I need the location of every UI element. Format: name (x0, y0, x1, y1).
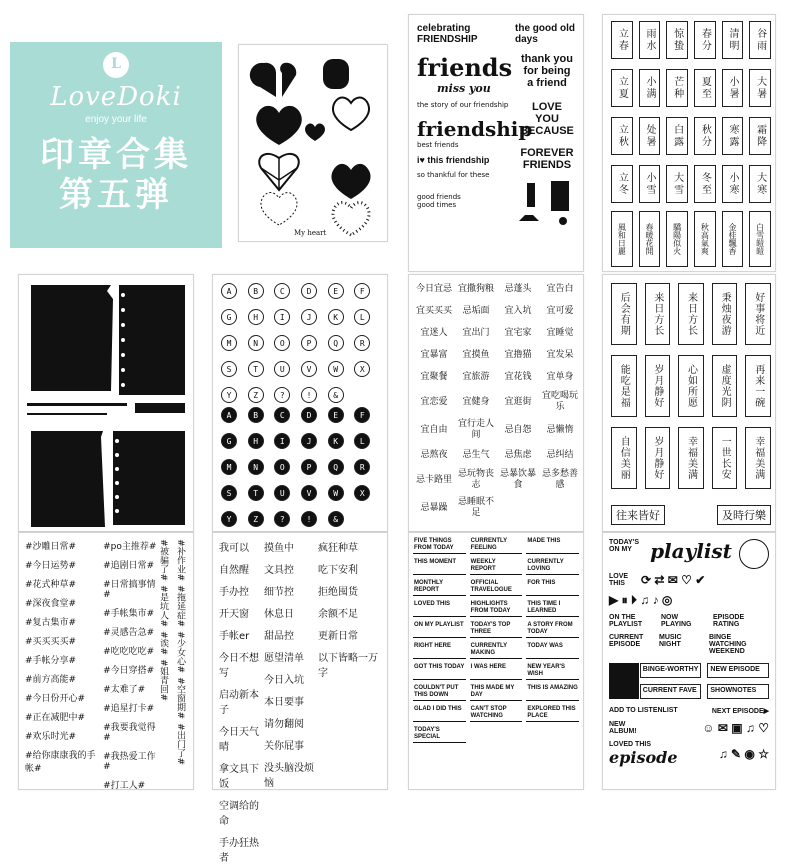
brand-logo-icon (103, 52, 129, 78)
hashtag-vertical-stamp: #少女心# (175, 631, 185, 674)
daily-label-stamp: EXPLORED THIS PLACE (526, 705, 579, 722)
brand-tagline: enjoy your life (85, 114, 147, 125)
hashtag-stamp: #正在减肥中# (25, 713, 86, 723)
solar-term-stamp: 芒种 (666, 69, 688, 107)
yiji-stamp: 忌蓬头 (504, 283, 532, 294)
daily-label-stamp: CAN'T STOP WATCHING (470, 705, 523, 722)
daily-label-stamp: MADE THIS (526, 537, 579, 554)
letter-outline-stamp: K (328, 309, 344, 325)
daily-label-stamp: I WAS HERE (470, 663, 523, 680)
yiji-stamp: 宜出门 (462, 327, 490, 338)
yiji-stamp: 宜睡觉 (546, 327, 574, 338)
yiji-stamp: 宜聚餐 (420, 371, 448, 382)
poem-stamp: 岁月静好 (645, 427, 671, 489)
poem-stamp: 再来一碗 (745, 355, 771, 417)
letter-filled-stamp: U (274, 485, 290, 501)
letter-outline-stamp: H (248, 309, 264, 325)
weather-idiom-stamp: 秋高氣爽 (694, 211, 716, 267)
daily-label-stamp: CURRENTLY MAKING (470, 642, 523, 659)
solar-term-stamp: 秋分 (694, 117, 716, 155)
episode-rating: EPISODE RATING (713, 614, 745, 628)
weather-idiom-stamp: 春暖花開 (639, 211, 661, 267)
journal-phrase-stamp: 摸鱼中 (264, 543, 294, 554)
daily-label-stamp: THIS TIME I LEARNED (526, 600, 579, 617)
hashtag-stamp: #今日穿搭# (103, 666, 155, 676)
letter-outline-stamp: F (354, 283, 370, 299)
brand-name: LoveDoki (50, 82, 182, 112)
letter-filled-stamp: R (354, 459, 370, 475)
daily-label-stamp: A STORY FROM TODAY (526, 621, 579, 638)
torn-paper-stamp-sheet (18, 274, 194, 532)
letter-filled-stamp: E (328, 407, 344, 423)
journal-phrase-stamp: 启动新本子 (219, 690, 259, 716)
letter-outline-stamp: B (248, 283, 264, 299)
letter-outline-stamp: M (221, 335, 237, 351)
current-fave-tag: CURRENT FAVE (640, 684, 702, 699)
hashtag-stamp-sheet (18, 532, 194, 790)
letter-filled-stamp: O (274, 459, 290, 475)
daily-label-stamp: HIGHLIGHTS FROM TODAY (470, 600, 523, 617)
hashtag-stamp: #吃吃吃吃# (103, 647, 155, 657)
letter-outline-stamp: I (274, 309, 290, 325)
good-friends-stamp: good friends good times (417, 193, 461, 209)
daily-label-stamp: MONTHLY REPORT (413, 579, 466, 596)
hashtag-stamp: #沙雕日常# (25, 542, 77, 552)
daily-label-stamp: THIS MADE MY DAY (470, 684, 523, 701)
svg-text:My heart: My heart (294, 229, 327, 237)
letter-outline-stamp: E (328, 283, 344, 299)
daily-label-stamp: FOR THIS (526, 579, 579, 596)
letter-filled-stamp: Q (328, 459, 344, 475)
best-friends-stamp: best friends (417, 141, 459, 149)
clothes-stamps-icon (519, 177, 575, 227)
solar-term-stamp: 小暑 (722, 69, 744, 107)
yiji-stamp: 宜撸猫 (504, 349, 532, 360)
yiji-stamp: 宜迷人 (420, 327, 448, 338)
current-episode: CURRENT EPISODE (609, 634, 644, 648)
yiji-stamp: 忌玩物丧志 (457, 469, 494, 490)
yiji-stamp: 宜吃喝玩乐 (541, 391, 578, 412)
letter-filled-stamp: M (221, 459, 237, 475)
shownotes-tag: SHOWNOTES (707, 684, 769, 699)
yiji-stamp: 忌睡眠不足 (457, 497, 494, 518)
journal-phrase-stamp: 余额不足 (318, 609, 358, 620)
next-episode: NEXT EPISODE▶ (711, 708, 769, 715)
daily-label-stamp: NEW YEAR'S WISH (526, 663, 579, 680)
weather-idiom-stamp: 白雪皚皚 (749, 211, 771, 267)
letter-outline-stamp: C (274, 283, 290, 299)
letter-filled-stamp: ! (301, 511, 317, 527)
weather-idiom-stamp: 風和日麗 (611, 211, 633, 267)
letter-filled-stamp: P (301, 459, 317, 475)
yiji-stamp: 宜告白 (546, 283, 574, 294)
hashtag-stamp: #给你康康我的手帐# (25, 751, 96, 774)
playlist-title: playlist (650, 539, 732, 563)
poem-stamp: 心如所愿 (678, 355, 704, 417)
yiji-stamp: 宜逛街 (504, 396, 532, 407)
letter-filled-stamp: X (354, 485, 370, 501)
letter-filled-stamp: C (274, 407, 290, 423)
journal-phrase-stamp: 请勿翻阅 (264, 719, 304, 730)
journal-phrase-stamp: 今日入坑 (264, 675, 304, 686)
yiji-stamp: 忌生气 (462, 449, 490, 460)
poem-stamp: 来日方长 (645, 283, 671, 345)
hashtag-vertical-stamp: #出门了# (175, 723, 185, 766)
yiji-stamp: 忌多愁善感 (541, 469, 578, 490)
add-to-listenlist: ADD TO LISTENLIST (609, 707, 678, 714)
daily-label-stamp: FIVE THINGS FROM TODAY (413, 537, 466, 554)
daily-label-stamp: TODAY'S SPECIAL (413, 726, 466, 743)
hashtag-stamp: #打工人# (103, 781, 146, 791)
letter-filled-stamp: B (248, 407, 264, 423)
daily-label-stamp: THIS MOMENT (413, 558, 466, 575)
journal-phrase-stamp: 休息日 (264, 609, 294, 620)
letter-outline-stamp: N (248, 335, 264, 351)
yiji-stamp: 忌垢面 (462, 305, 490, 316)
poem-phrases-stamp-sheet (602, 274, 776, 532)
hashtag-stamp: #深夜食堂# (25, 599, 77, 609)
hashtag-stamp: #追星打卡# (103, 704, 155, 714)
poem-stamp: 岁月静好 (645, 355, 671, 417)
weather-idiom-stamp: 驕陽似火 (666, 211, 688, 267)
letter-outline-stamp: Y (221, 387, 237, 403)
letter-outline-stamp: ? (274, 387, 290, 403)
letter-outline-stamp: J (301, 309, 317, 325)
hashtag-vertical-stamp: #补作业# (175, 539, 185, 582)
hashtag-vertical-stamp: #拖延症# (175, 585, 185, 628)
celebrating-friendship-stamp: celebrating FRIENDSHIP (417, 23, 478, 45)
yiji-stamp: 忌懒惰 (546, 424, 574, 435)
poem-stamp: 后会有期 (611, 283, 637, 345)
solar-term-stamp: 小雪 (639, 165, 661, 203)
poem-stamp: 来日方长 (678, 283, 704, 345)
yiji-stamp: 忌纠结 (546, 449, 574, 460)
friendship-script-stamp: friendship (417, 117, 533, 141)
letter-outline-stamp: W (328, 361, 344, 377)
good-old-days-stamp: the good old days (515, 23, 575, 45)
journal-phrase-stamp: 手办控 (219, 587, 249, 598)
letter-filled-stamp: K (328, 433, 344, 449)
forever-friends-stamp: FOREVER FRIENDS (520, 147, 574, 171)
solar-term-stamp: 立夏 (611, 69, 633, 107)
yiji-stamp: 宜行走人间 (457, 419, 494, 440)
letter-outline-stamp: O (274, 335, 290, 351)
daily-label-stamp: TODAY'S TOP THREE (470, 621, 523, 638)
new-episode-tag: NEW EPISODE (707, 663, 769, 678)
solar-term-stamp: 立秋 (611, 117, 633, 155)
daily-label-stamp: GLAD I DID THIS (413, 705, 466, 722)
hashtag-stamp: #我热爱工作# (103, 752, 156, 772)
hashtag-stamp: #复古集市# (25, 618, 77, 628)
yiji-stamp: 宜单身 (546, 371, 574, 382)
letter-outline-stamp: T (248, 361, 264, 377)
poem-stamp: 秉烛夜游 (712, 283, 738, 345)
letter-filled-stamp: S (221, 485, 237, 501)
solar-term-stamp: 大暑 (749, 69, 771, 107)
now-playing: NOW PLAYING (661, 614, 692, 628)
journal-phrase-stamp: 开天窗 (219, 609, 249, 620)
journal-phrase-stamp: 我可以 (219, 543, 249, 554)
journal-phrase-stamp: 更新日常 (318, 631, 358, 642)
letter-filled-stamp: W (328, 485, 344, 501)
journal-phrase-stamp: 手办狂热者 (219, 838, 259, 864)
daily-label-stamp: OFFICIAL TRAVELOGUE (470, 579, 523, 596)
poem-stamp: 好事将近 (745, 283, 771, 345)
yiji-stamp: 忌熬夜 (420, 449, 448, 460)
alphabet-circle-stamp-sheet (212, 274, 388, 532)
letter-outline-stamp: P (301, 335, 317, 351)
letter-filled-stamp: ? (274, 511, 290, 527)
solar-term-stamp: 小寒 (722, 165, 744, 203)
poem-stamp: 一世长安 (712, 427, 738, 489)
music-star-icons: ♫ ✎ ◉ ☆ (718, 747, 769, 761)
hashtag-vertical-stamp: #诶# (158, 631, 168, 656)
weather-idiom-stamp: 金桂飄香 (722, 211, 744, 267)
hashtag-stamp: #太难了# (103, 685, 146, 695)
poem-stamp: 能吃是福 (611, 355, 637, 417)
replay-icon: ⟳ ⇄ ✉ ♡ ✔ (641, 573, 706, 587)
letter-filled-stamp: & (328, 511, 344, 527)
journal-phrase-stamp: 疯狂种草 (318, 543, 358, 554)
journal-phrase-stamp: 今日天气晴 (219, 727, 259, 753)
love-you-because-stamp: LOVE YOU BECAUSE (520, 101, 574, 137)
thank-you-stamp: thank you for being a friend (521, 53, 573, 89)
daily-label-stamp: RIGHT HERE (413, 642, 466, 659)
on-the-playlist: ON THE PLAYLIST (609, 614, 643, 628)
yiji-stamp: 宜健身 (462, 396, 490, 407)
letter-outline-stamp: A (221, 283, 237, 299)
solar-term-stamp: 冬至 (694, 165, 716, 203)
yiji-stamp: 宜自由 (420, 424, 448, 435)
hashtag-stamp: #花式种草# (25, 580, 77, 590)
hashtag-vertical-stamp: #被骗了# (158, 539, 168, 582)
letter-outline-stamp: D (301, 283, 317, 299)
brand-logo-card (10, 42, 222, 248)
letter-filled-stamp: G (221, 433, 237, 449)
solar-term-stamp: 白露 (666, 117, 688, 155)
record-icon (739, 539, 769, 569)
yiji-stamp: 忌暴躁 (420, 502, 448, 513)
solar-term-stamp: 大雪 (666, 165, 688, 203)
playlist-stamp-sheet (602, 532, 776, 790)
letter-filled-stamp: A (221, 407, 237, 423)
todays-playlist-label: TODAY'S ON MY (609, 539, 640, 553)
episode-script: episode (609, 748, 678, 767)
binge-watching: BINGE WATCHING WEEKEND (709, 634, 747, 655)
miss-you-stamp: miss you (437, 82, 491, 95)
binge-worthy-tag: BINGE-WORTHY (640, 663, 702, 678)
letter-outline-stamp: & (328, 387, 344, 403)
poem-footer-1: 往来皆好 (611, 505, 665, 525)
love-this-label: LOVE THIS (609, 573, 629, 587)
letter-outline-stamp: V (301, 361, 317, 377)
hashtag-stamp: #欢乐时光# (25, 732, 77, 742)
yiji-stamp: 宜买买买 (415, 305, 452, 316)
daily-label-stamp: CURRENTLY FEELING (470, 537, 523, 554)
hashtag-vertical-stamp: #姐青回# (158, 659, 168, 702)
solar-term-stamp: 寒露 (722, 117, 744, 155)
letter-outline-stamp: R (354, 335, 370, 351)
journal-phrase-stamp: 手帐er (219, 631, 250, 642)
yiji-stamp: 忌自怨 (504, 424, 532, 435)
journal-phrases-stamp-sheet (212, 532, 388, 864)
journal-phrase-stamp: 拒绝囤货 (318, 587, 358, 598)
letter-outline-stamp: S (221, 361, 237, 377)
solar-term-stamp: 雨水 (639, 21, 661, 59)
letter-filled-stamp: T (248, 485, 264, 501)
yiji-stamp: 宜入坑 (504, 305, 532, 316)
journal-phrase-stamp: 本日要事 (264, 697, 304, 708)
friendship-stamp-sheet (408, 14, 584, 272)
letter-filled-stamp: V (301, 485, 317, 501)
daily-label-stamp: WEEKLY REPORT (470, 558, 523, 575)
journal-phrase-stamp: 细节控 (264, 587, 294, 598)
journal-phrase-stamp: 空调给的命 (219, 801, 259, 827)
loved-this-label: LOVED THIS (609, 741, 652, 748)
music-night: MUSIC NIGHT (659, 634, 682, 648)
hashtag-stamp: #今日份开心# (25, 694, 86, 704)
daily-labels-stamp-sheet (408, 532, 584, 790)
poem-stamp: 幸福美满 (678, 427, 704, 489)
solar-term-stamp: 春分 (694, 21, 716, 59)
daily-label-stamp: GOT THIS TODAY (413, 663, 466, 680)
yiji-stamp: 宜摸鱼 (462, 349, 490, 360)
so-thankful-stamp: so thankful for these (417, 171, 490, 179)
journal-phrase-stamp: 文具控 (264, 565, 294, 576)
letter-outline-stamp: Q (328, 335, 344, 351)
promo-title-line2: 第五弹 (59, 175, 173, 215)
solar-term-stamp: 小满 (639, 69, 661, 107)
promo-title-line1: 印章合集 (40, 135, 192, 175)
solar-term-stamp: 立春 (611, 21, 633, 59)
daily-label-stamp: LOVED THIS (413, 600, 466, 617)
solar-term-stamp: 霜降 (749, 117, 771, 155)
new-album: NEW ALBUM! (609, 721, 637, 735)
solar-term-stamp: 清明 (722, 21, 744, 59)
hashtag-vertical-stamp: #是坑人# (158, 585, 168, 628)
letter-outline-stamp: L (354, 309, 370, 325)
yiji-stamp: 忌暴饮暴食 (499, 469, 536, 490)
yiji-stamp: 宜恋爱 (420, 396, 448, 407)
journal-phrase-stamp: 愿望清单 (264, 653, 304, 664)
yiji-stamp: 宜发呆 (546, 349, 574, 360)
yiji-stamp: 忌卡路里 (415, 474, 452, 485)
turntable-icon (609, 663, 639, 699)
media-controls-icon: ▶ ⏸ ⏵ ♫ ♪ ◎ (609, 593, 673, 607)
letter-outline-stamp: ! (301, 387, 317, 403)
letter-filled-stamp: Z (248, 511, 264, 527)
story-stamp: the story of our friendship (417, 101, 509, 109)
solar-term-stamp: 谷雨 (749, 21, 771, 59)
hashtag-stamp: #我要我觉得# (103, 723, 156, 743)
letter-filled-stamp: J (301, 433, 317, 449)
yiji-stamp: 宜暴富 (420, 349, 448, 360)
journal-phrase-stamp: 甜品控 (264, 631, 294, 642)
letter-outline-stamp: Z (248, 387, 264, 403)
yiji-stamp: 宜可爱 (546, 305, 574, 316)
daily-label-stamp: THIS IS AMAZING (526, 684, 579, 701)
poem-footer-2: 及時行樂 (717, 505, 771, 525)
yiji-stamp: 宜旅游 (462, 371, 490, 382)
people-chat-icons: ☺ ✉ ▣ ♫ ♡ (702, 721, 769, 735)
letter-filled-stamp: D (301, 407, 317, 423)
journal-phrase-stamp: 关你屁事 (264, 741, 304, 752)
hashtag-stamp: #买买买买# (25, 637, 77, 647)
daily-label-stamp: COULDN'T PUT THIS DOWN (413, 684, 466, 701)
letter-filled-stamp: Y (221, 511, 237, 527)
journal-phrase-stamp: 以下皆略一万字 (318, 653, 378, 679)
journal-phrase-stamp: 自然醒 (219, 565, 249, 576)
solar-terms-stamp-sheet (602, 14, 776, 272)
letter-filled-stamp: L (354, 433, 370, 449)
poem-stamp: 自信美丽 (611, 427, 637, 489)
heart-stamps-graphic (239, 45, 389, 243)
hashtag-vertical-stamp: #空窗期# (175, 677, 185, 720)
letter-filled-stamp: F (354, 407, 370, 423)
solar-term-stamp: 大寒 (749, 165, 771, 203)
hashtag-stamp: #手帐集市# (103, 609, 155, 619)
letter-outline-stamp: G (221, 309, 237, 325)
hashtag-stamp: #前方高能# (25, 675, 77, 685)
yiji-stamp: 宜撒狗粮 (457, 283, 494, 294)
letter-filled-stamp: I (274, 433, 290, 449)
solar-term-stamp: 立冬 (611, 165, 633, 203)
daily-label-stamp: TODAY WAS (526, 642, 579, 659)
torn-paper-shapes (19, 275, 195, 533)
letter-outline-stamp: X (354, 361, 370, 377)
daily-label-stamp: ON MY PLAYLIST (413, 621, 466, 638)
friends-stamp: friends (417, 53, 513, 82)
hashtag-stamp: #追剧日常# (103, 561, 155, 571)
solar-term-stamp: 惊蛰 (666, 21, 688, 59)
daily-label-stamp: CURRENTLY LOVING (526, 558, 579, 575)
journal-phrase-stamp: 吃下安利 (318, 565, 358, 576)
yiji-stamp: 今日宜忌 (415, 283, 452, 294)
hashtag-stamp: #po主推荐# (103, 542, 157, 552)
hashtag-stamp: #日常搞事情# (103, 580, 156, 600)
solar-term-stamp: 夏至 (694, 69, 716, 107)
hashtag-stamp: #手帐分享# (25, 656, 77, 666)
yiji-stamp: 宜花钱 (504, 371, 532, 382)
journal-phrase-stamp: 没头脑没烦恼 (264, 763, 314, 789)
letter-outline-stamp: U (274, 361, 290, 377)
poem-stamp: 虚度光阴 (712, 355, 738, 417)
yiji-stamp: 宜宅家 (504, 327, 532, 338)
poem-stamp: 幸福美满 (745, 427, 771, 489)
letter-filled-stamp: H (248, 433, 264, 449)
daily-dos-donts-stamp-sheet (408, 274, 584, 532)
hashtag-stamp: #今日运势# (25, 561, 77, 571)
hashtag-stamp: #灵感告急# (103, 628, 155, 638)
solar-term-stamp: 处暑 (639, 117, 661, 155)
yiji-stamp: 忌焦虑 (504, 449, 532, 460)
love-friendship-stamp: i♥ this friendship (417, 155, 490, 165)
journal-phrase-stamp: 今日不想写 (219, 653, 259, 679)
journal-phrase-stamp: 拿文具下饭 (219, 764, 259, 790)
heart-stamp-sheet (238, 44, 388, 242)
letter-filled-stamp: N (248, 459, 264, 475)
